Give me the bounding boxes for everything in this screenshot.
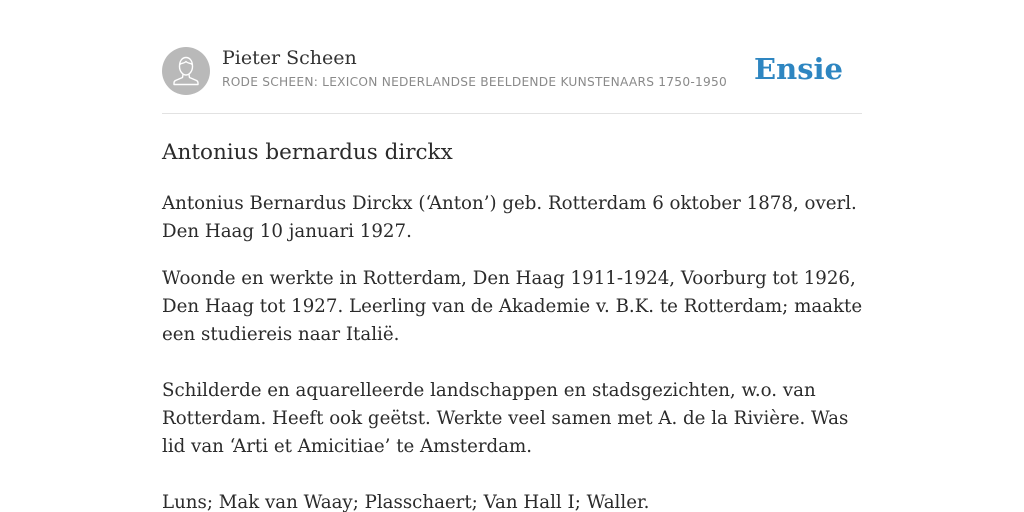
ensie-logo[interactable]: Ensie xyxy=(754,52,843,86)
paragraph-birth-death: Antonius Bernardus Dirckx (‘Anton’) geb. Rotterdam 6 oktober 1878, overl. Den Haag 10 januari 1927. xyxy=(162,193,857,242)
paragraph-references: Luns; Mak van Waay; Plasschaert; Van Hall I; Waller. xyxy=(162,492,650,512)
author-avatar[interactable] xyxy=(162,47,210,95)
paragraph-work: Schilderde en aquarelleerde landschappen en stadsgezichten, w.o. van Rotterdam. Heeft ook geëtst. Werkte veel samen met A. de la Rivière. Was lid van ‘Arti et Amicitiae’ te Amsterdam. xyxy=(162,380,849,457)
article-container xyxy=(162,0,863,512)
article-body xyxy=(162,190,874,512)
paragraph-residence-education: Woonde en werkte in Rotterdam, Den Haag 1911-1924, Voorburg tot 1926, Den Haag tot 1927. Leerling van de Akademie v. B.K. te Rotterdam; maakte een studiereis naar Italië. xyxy=(162,268,863,345)
user-silhouette-icon xyxy=(162,47,210,95)
author-name[interactable]: Pieter Scheen xyxy=(222,47,357,69)
article-title: Antonius bernardus dirckx xyxy=(162,140,453,165)
article-header xyxy=(162,0,862,114)
source-lexicon[interactable]: RODE SCHEEN: LEXICON NEDERLANDSE BEELDENDE KUNSTENAARS 1750-1950 xyxy=(222,75,727,89)
